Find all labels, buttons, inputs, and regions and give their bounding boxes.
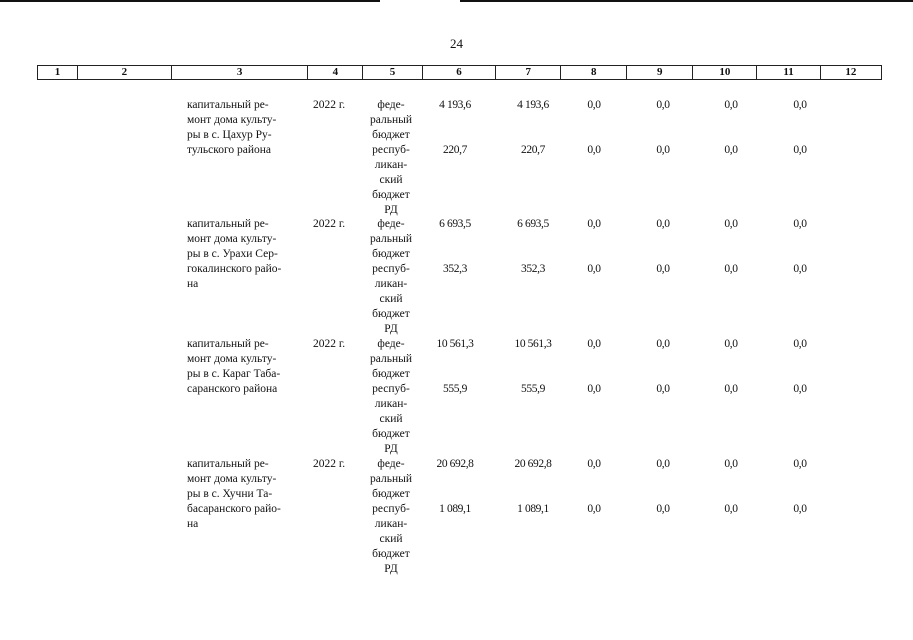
republic-value: 0,0	[587, 503, 601, 515]
republic-value: 352,3	[521, 263, 545, 275]
republic-value: 555,9	[443, 383, 467, 395]
federal-value: 0,0	[587, 458, 601, 470]
republic-value: 0,0	[656, 383, 670, 395]
header-cell-6: 6	[423, 66, 496, 79]
federal-value: 0,0	[587, 338, 601, 350]
row-description: капитальный ре- монт дома культу- ры в с. Караг Таба- саранского района	[187, 338, 281, 395]
source-federal: феде- ральный бюджет	[370, 338, 412, 380]
federal-value: 0,0	[793, 338, 807, 350]
republic-value: 0,0	[724, 503, 738, 515]
federal-value: 10 561,3	[514, 338, 552, 350]
header-cell-8: 8	[561, 66, 627, 79]
scan-top-gap	[380, 0, 460, 2]
source-federal: феде- ральный бюджет	[370, 458, 412, 500]
header-cell-3: 3	[172, 66, 309, 79]
federal-value: 0,0	[724, 99, 738, 111]
header-cell-11: 11	[757, 66, 820, 79]
republic-value: 0,0	[587, 144, 601, 156]
header-cell-2: 2	[78, 66, 172, 79]
republic-value: 0,0	[793, 503, 807, 515]
federal-value: 0,0	[656, 99, 670, 111]
row-year: 2022 г.	[313, 99, 346, 111]
federal-value: 20 692,8	[514, 458, 552, 470]
federal-value: 0,0	[724, 218, 738, 230]
header-cell-5: 5	[363, 66, 423, 79]
republic-value: 0,0	[656, 144, 670, 156]
header-cell-10: 10	[693, 66, 757, 79]
federal-value: 6 693,5	[517, 218, 549, 230]
republic-value: 0,0	[724, 144, 738, 156]
header-cell-7: 7	[496, 66, 561, 79]
federal-value: 6 693,5	[439, 218, 471, 230]
federal-value: 0,0	[587, 99, 601, 111]
row-year: 2022 г.	[313, 218, 346, 230]
federal-value: 0,0	[793, 99, 807, 111]
republic-value: 0,0	[793, 263, 807, 275]
source-federal: феде- ральный бюджет	[370, 99, 412, 141]
header-cell-12: 12	[845, 66, 857, 78]
table-header-row	[37, 65, 882, 80]
federal-value: 0,0	[587, 218, 601, 230]
federal-value: 0,0	[793, 218, 807, 230]
republic-value: 0,0	[587, 383, 601, 395]
republic-value: 1 089,1	[439, 503, 471, 515]
republic-value: 220,7	[443, 144, 467, 156]
header-cell-1: 1	[38, 66, 78, 79]
header-cell-9: 9	[627, 66, 693, 79]
federal-value: 0,0	[656, 458, 670, 470]
federal-value: 0,0	[656, 338, 670, 350]
federal-value: 4 193,6	[439, 99, 471, 111]
page-number: 24	[450, 36, 463, 51]
source-federal: феде- ральный бюджет	[370, 218, 412, 260]
federal-value: 10 561,3	[436, 338, 474, 350]
federal-value: 0,0	[724, 338, 738, 350]
republic-value: 0,0	[587, 263, 601, 275]
row-description: капитальный ре- монт дома культу- ры в с. Хучни Та- басаранского райо- на	[187, 458, 281, 530]
republic-value: 0,0	[656, 263, 670, 275]
source-republic: респуб- ликан- ский бюджет РД	[372, 503, 410, 575]
source-republic: респуб- ликан- ский бюджет РД	[372, 383, 410, 455]
row-description: капитальный ре- монт дома культу- ры в с. Урахи Сер- гокалинского райо- на	[187, 218, 282, 290]
federal-value: 0,0	[724, 458, 738, 470]
federal-value: 0,0	[793, 458, 807, 470]
republic-value: 0,0	[724, 383, 738, 395]
republic-value: 220,7	[521, 144, 545, 156]
republic-value: 1 089,1	[517, 503, 549, 515]
republic-value: 0,0	[724, 263, 738, 275]
republic-value: 0,0	[793, 144, 807, 156]
header-cell-4: 4	[308, 66, 363, 79]
republic-value: 555,9	[521, 383, 545, 395]
republic-value: 0,0	[656, 503, 670, 515]
source-republic: респуб- ликан- ский бюджет РД	[372, 263, 410, 335]
row-year: 2022 г.	[313, 458, 346, 470]
row-year: 2022 г.	[313, 338, 346, 350]
federal-value: 4 193,6	[517, 99, 549, 111]
federal-value: 20 692,8	[436, 458, 474, 470]
row-description: капитальный ре- монт дома культу- ры в с. Цахур Ру- тульского района	[187, 99, 277, 156]
republic-value: 0,0	[793, 383, 807, 395]
republic-value: 352,3	[443, 263, 467, 275]
federal-value: 0,0	[656, 218, 670, 230]
source-republic: респуб- ликан- ский бюджет РД	[372, 144, 410, 216]
